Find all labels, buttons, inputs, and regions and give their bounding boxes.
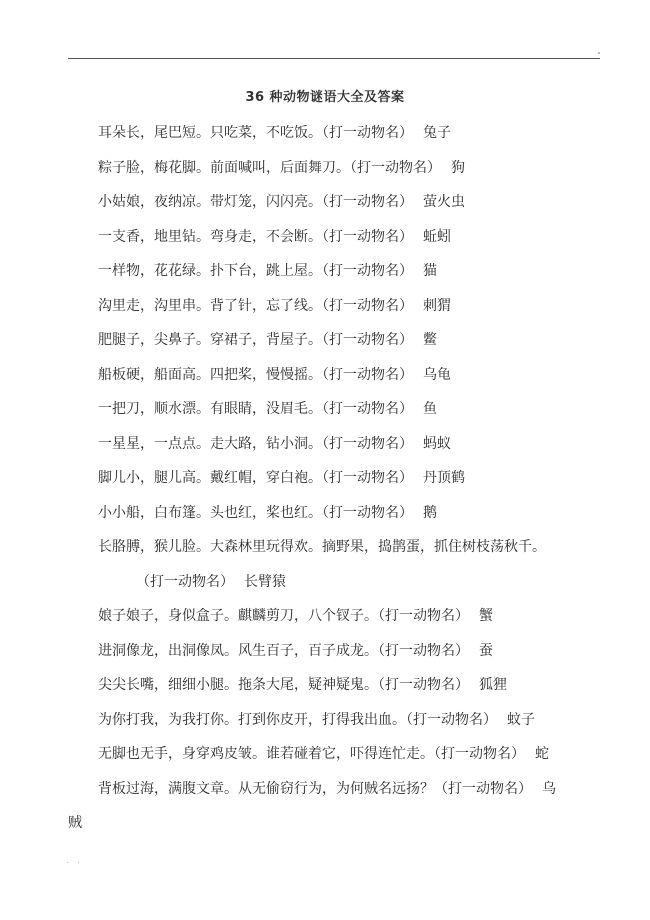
riddle-question: （打一动物名）: [136, 573, 234, 590]
riddle-question: 一样物，花花绿。扑下台，跳上屋。（打一动物名）: [98, 263, 413, 279]
riddle-answer: 鳖: [423, 332, 437, 348]
footer-marks: . .: [66, 856, 83, 865]
riddle-question: 长胳膊，猴儿脸。大森林里玩得欢。摘野果，捣鹊蛋，抓住树枝荡秋千。: [98, 539, 546, 555]
riddle-answer: 丹顶鹤: [423, 470, 465, 486]
riddle-line: [98, 116, 618, 151]
riddle-question: 一把刀，顺水漂。有眼睛，没眉毛。（打一动物名）: [98, 401, 413, 417]
riddle-answer: 蛇: [535, 746, 549, 762]
riddle-line: [98, 772, 618, 807]
riddle-line: [98, 703, 618, 738]
corner-mark: [598, 52, 600, 54]
riddle-line: [98, 668, 618, 703]
riddle-line: [98, 185, 618, 220]
riddle-question: 沟里走，沟里串。背了针，忘了线。（打一动物名）: [98, 297, 413, 314]
riddle-answer: 猫: [423, 263, 437, 279]
riddle-answer: 狐狸: [479, 677, 507, 693]
riddle-answer: 鹅: [423, 504, 437, 521]
riddle-question: 小小船，白布篷。头也红，桨也红。（打一动物名）: [98, 504, 413, 521]
riddle-answer: 萤火虫: [423, 194, 465, 210]
riddle-line: [98, 634, 618, 669]
riddle-line-continuation: [68, 806, 618, 841]
riddle-answer: 刺猬: [423, 297, 451, 314]
riddle-question: 粽子脸，梅花脚。前面喊叫，后面舞刀。（打一动物名）: [98, 159, 441, 176]
riddle-line: [98, 599, 618, 634]
riddle-answer: 狗: [451, 159, 465, 176]
riddle-answer: 兔子: [423, 125, 451, 141]
header-rule: [68, 58, 600, 59]
riddle-answer: 鱼: [423, 401, 437, 417]
riddle-question: 进洞像龙，出洞像凤。风生百子，百子成龙。（打一动物名）: [98, 642, 469, 659]
riddle-answer: 蚕: [479, 642, 493, 659]
riddle-line: [98, 358, 618, 393]
riddle-line: [98, 254, 618, 289]
riddle-question: 肥腿子，尖鼻子。穿裙子，背屋子。（打一动物名）: [98, 332, 413, 348]
riddle-answer: 蟹: [479, 608, 493, 624]
riddle-question: 无脚也无手，身穿鸡皮皱。谁若碰着它，吓得连忙走。（打一动物名）: [98, 746, 525, 762]
riddle-question: 耳朵长，尾巴短。只吃菜，不吃饭。（打一动物名）: [98, 125, 413, 141]
riddle-line: [98, 530, 618, 565]
riddle-question: 贼: [68, 815, 82, 831]
riddle-question: 脚儿小，腿儿高。戴红帽，穿白袍。（打一动物名）: [98, 470, 413, 486]
riddle-answer: 蚂蚁: [423, 435, 451, 452]
riddle-line: [98, 392, 618, 427]
riddle-answer: 蚯蚓: [423, 228, 451, 245]
riddle-answer: 蚊子: [507, 711, 535, 728]
riddle-answer: 长臂猿: [244, 573, 286, 590]
riddle-answer: 乌龟: [423, 366, 451, 383]
riddle-question: 一星星，一点点。走大路，钻小洞。（打一动物名）: [98, 435, 413, 452]
riddle-answer: 乌: [542, 780, 556, 797]
riddle-line: [98, 461, 618, 496]
riddle-line: [98, 323, 618, 358]
riddle-line: [98, 220, 618, 255]
riddle-line-continuation: [98, 565, 618, 600]
riddle-line: [98, 289, 618, 324]
page-title: 36 种动物谜语大全及答案: [245, 90, 405, 105]
riddle-question: 一支香，地里钻。弯身走，不会断。（打一动物名）: [98, 228, 413, 245]
riddle-line: [98, 427, 618, 462]
riddle-question: 为你打我，为我打你。打到你皮开，打得我出血。（打一动物名）: [98, 711, 497, 728]
riddle-question: 背板过海，满腹文章。从无偷窃行为，为何贼名远扬？（打一动物名）: [98, 780, 532, 797]
riddle-line: [98, 151, 618, 186]
riddle-question: 娘子娘子，身似盒子。麒麟剪刀，八个钗子。（打一动物名）: [98, 608, 469, 624]
riddle-question: 尖尖长嘴，细细小腿。拖条大尾，疑神疑鬼。（打一动物名）: [98, 677, 469, 693]
riddle-question: 小姑娘，夜纳凉。带灯笼，闪闪亮。（打一动物名）: [98, 194, 413, 210]
riddle-line: [98, 737, 618, 772]
riddle-list: [68, 116, 618, 841]
riddle-question: 船板硬，船面高。四把桨，慢慢摇。（打一动物名）: [98, 366, 413, 383]
riddle-line: [98, 496, 618, 531]
